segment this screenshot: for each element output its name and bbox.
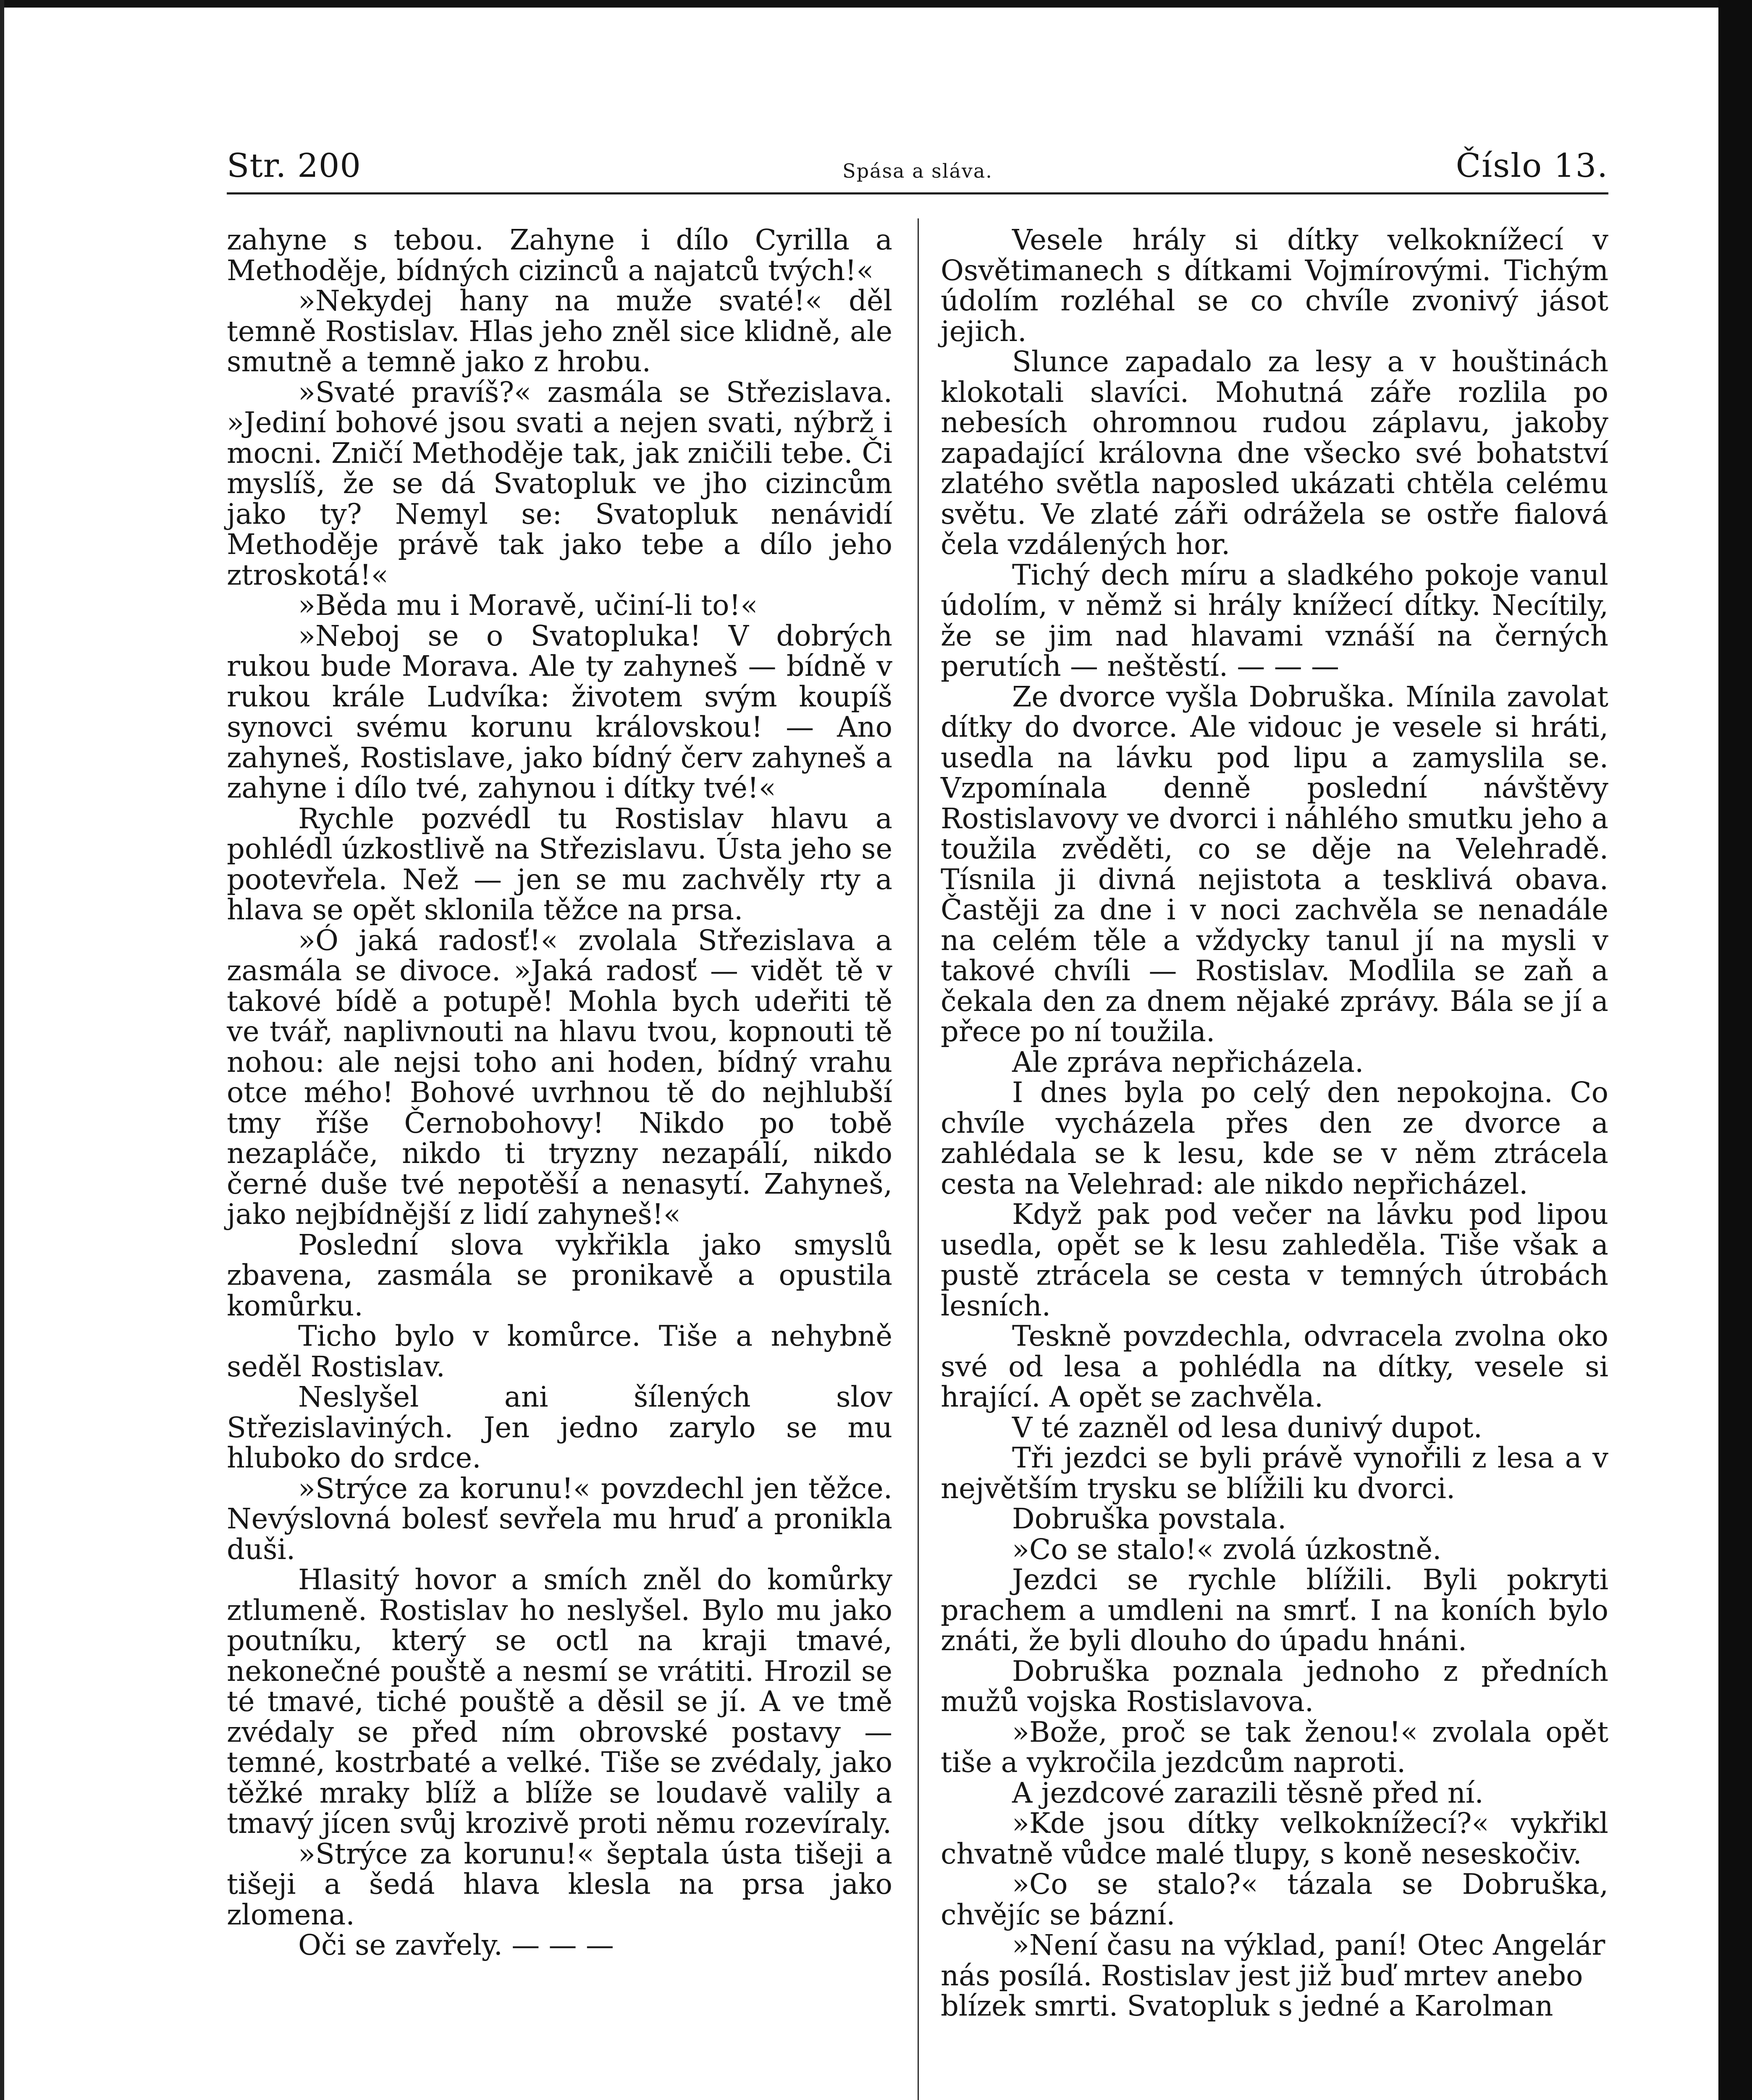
paragraph: Jezdci se rychle blížili. Byli pokryti prachem a umdleni na smrť. I na koních bylo znáti, že byli dlouho do úpadu hnáni. [941,1563,1608,1657]
paragraph: Vesele hrály si dítky velkoknížecí v Osvětimanech s dítkami Vojmírovými. Tichým údolím rozléhal se co chvíle zvonivý jásot jejich. [941,223,1608,348]
paragraph: Dobruška poznala jednoho z předních mužů vojska Rostislavova. [941,1654,1608,1718]
left-column [227,225,892,1961]
issue-number: Číslo 13. [1456,147,1608,185]
column-divider [918,218,919,2100]
paragraph: Tři jezdci se byli právě vynořili z lesa a v největším trysku se blížili ku dvorci. [941,1441,1608,1505]
paragraph: Když pak pod večer na lávku pod lipou usedla, opět se k lesu zahleděla. Tiše však a pustě ztrácela se cesta v temných útrobách lesních. [941,1198,1608,1322]
running-header [227,145,1608,187]
paragraph: Tichý dech míru a sladkého pokoje vanul údolím, v němž si hrály knížecí dítky. Necítily, že se jim nad hlavami vznáší na černých perutích — neštěstí. — — — [941,558,1608,682]
scan-border-left [0,0,4,2100]
scan-border-top [0,0,1752,8]
paragraph: I dnes byla po celý den nepokojna. Co chvíle vycházela přes den ze dvorce a zahlédala se k lesu, kde se v něm ztrácela cesta na Velehrad: ale nikdo nepřicházel. [941,1076,1608,1200]
paragraph: »Co se stalo?« tázala se Dobruška, chvějíc se bázní. [941,1868,1608,1931]
paragraph: Dobruška povstala. [1012,1502,1287,1535]
paragraph: Neslyšel ani šílených slov Střezislaviných. Jen jedno zarylo se mu hluboko do srdce. [227,1381,892,1474]
paragraph: Oči se zavřely. — — — [298,1929,614,1961]
paragraph: »Strýce za korunu!« šeptala ústa tišeji a tišeji a šedá hlava klesla na prsa jako zlomena. [227,1837,892,1931]
paragraph: »Ó jaká radosť!« zvolala Střezislava a zasmála se divoce. »Jaká radosť — vidět tě v takové bídě a potupě! Mohla bych udeřiti tě ve tvář, naplivnouti na hlavu tvou, kopnouti tě nohou: ale nejsi toho ani hoden, bídný vrahu otce mého! Bohové uvrhnou tě do nejhlubší tmy říše Černobohovy! Nikdo po tobě nezapláče, nikdo ti tryzny nezapálí, nikdo černé duše tvé nepotěší a nenasytí. Zahyneš, jako nejbídnější z lidí zahyneš!« [227,924,892,1231]
paragraph: »Co se stalo!« zvolá úzkostně. [1012,1533,1442,1566]
page-number: Str. 200 [227,147,361,185]
paragraph: Ticho bylo v komůrce. Tiše a nehybně seděl Rostislav. [227,1320,892,1383]
paragraph: Rychle pozvédl tu Rostislav hlavu a pohlédl úzkostlivě na Střezislavu. Ústa jeho se pootevřela. Než — jen se mu zachvěly rty a hlava se opět sklonila těžce na prsa. [227,802,892,926]
paragraph: »Nekydej hany na muže svaté!« děl temně Rostislav. Hlas jeho zněl sice klidně, ale smutně a temně jako z hrobu. [227,284,892,378]
paragraph: Teskně povzdechla, odvracela zvolna oko své od lesa a pohlédla na dítky, vesele si hrající. A opět se zachvěla. [941,1320,1608,1413]
paragraph: zahyne s tebou. Zahyne i dílo Cyrilla a Methoděje, bídných cizinců a najatců tvých!« [227,223,892,287]
header-rule [227,192,1608,194]
paragraph: Ale zpráva nepřicházela. [1012,1045,1364,1079]
paragraph: »Běda mu i Moravě, učiní-li to!« [298,589,758,622]
paragraph: Ze dvorce vyšla Dobruška. Mínila zavolat dítky do dvorce. Ale vidouc je vesele si hráti, usedla na lávku pod lipu a zamyslila se. Vzpomínala denně poslední návštěvy Rostislavovy ve dvorci i náhlého smutku jeho a toužila zvěděti, co se děje na Velehradě. Tísnila ji divná nejistota a tesklivá obava. Častěji za dne i v noci zachvěla se nenadále na celém těle a vždycky tanul jí na mysli v takové chvíli — Rostislav. Modlila se zaň a čekala den za dnem nějaké zprávy. Bála se jí a přece po ní toužila. [941,680,1608,1048]
paragraph: »Strýce za korunu!« povzdechl jen těžce. Nevýslovná bolesť sevřela mu hruď a pronikla duši. [227,1472,892,1566]
scan-border-right [1718,0,1752,2100]
paragraph: Slunce zapadalo za lesy a v houštinách klokotali slavíci. Mohutná záře rozlila po nebesích ohromnou rudou záplavu, jakoby zapadající královna dne všecko své bohatství zlatého světla naposled ukázati chtěla celému světu. Ve zlaté záři odrážela se ostře fialová čela vzdálených hor. [941,345,1608,561]
paragraph: Hlasitý hovor a smích zněl do komůrky ztlumeně. Rostislav ho neslyšel. Bylo mu jako poutníku, který se octl na kraji tmavé, nekonečné pouště a nesmí se vrátiti. Hrozil se té tmavé, tiché pouště a děsil se jí. A ve tmě zvédaly se před ním obrovské postavy — temné, kostrbaté a velké. Tiše se zvédaly, jako těžké mraky blíž a blíže se loudavě valily a tmavý jícen svůj krozivě proti němu rozevíraly. [227,1563,892,1840]
publication-title: Spása a sláva. [842,160,993,182]
paragraph: »Neboj se o Svatopluka! V dobrých rukou bude Morava. Ale ty zahyneš — bídně v rukou krále Ludvíka: životem svým koupíš synovci svému korunu královskou! — Ano zahyneš, Rostislave, jako bídný červ zahyneš a zahyne i dílo tvé, zahynou i dítky tvé!« [227,619,892,804]
paragraph: V té zazněl od lesa dunivý dupot. [1012,1411,1482,1444]
paragraph: »Svaté pravíš?« zasmála se Střezislava. »Jediní bohové jsou svati a nejen svati, nýbrž i mocni. Zničí Methoděje tak, jak zničili tebe. Či myslíš, že se dá Svatopluk ve jho cizincům jako ty? Nemyl se: Svatopluk nenávidí Methoděje právě tak jako tebe a dílo jeho ztroskotá!« [227,375,892,591]
right-column [941,225,1608,2021]
paragraph: Poslední slova vykřikla jako smyslů zbavena, zasmála se pronikavě a opustila komůrku. [227,1228,892,1322]
paragraph: A jezdcové zarazili těsně před ní. [1012,1776,1484,1809]
paragraph: »Kde jsou dítky velkoknížecí?« vykřikl chvatně vůdce malé tlupy, s koně neseskočiv. [941,1807,1608,1870]
paragraph: »Není času na výklad, paní! Otec Angelár nás posílá. Rostislav jest již buď mrtev anebo blízek smrti. Svatopluk s jedné a Karolman [941,1929,1605,2022]
paragraph: »Bože, proč se tak ženou!« zvolala opět tiše a vykročila jezdcům naproti. [941,1715,1608,1779]
